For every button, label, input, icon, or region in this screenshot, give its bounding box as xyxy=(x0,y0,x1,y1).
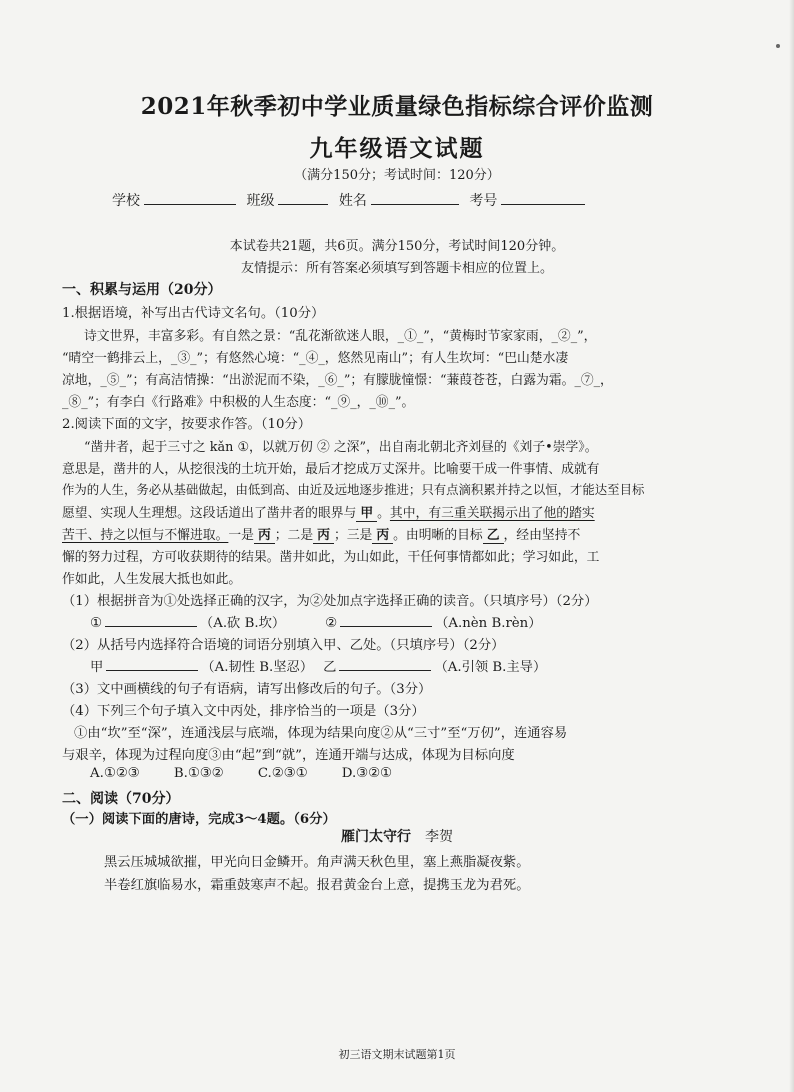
section2-sub1: （一）阅读下面的唐诗，完成3～4题。（6分） xyxy=(62,812,336,827)
school-field[interactable] xyxy=(144,190,236,205)
poem-title-row xyxy=(0,826,794,846)
q2-line2: 意思是，凿井的人，从挖很浅的土坑开始，最后才挖成万丈深井。比喻要干成一件事情、成就有 xyxy=(62,462,600,477)
page-footer: 初三语文期末试题第1页 xyxy=(338,1048,456,1061)
name-field[interactable] xyxy=(371,190,459,205)
option-a[interactable]: A.①②③ xyxy=(90,766,140,781)
blank-bing-1: 丙 xyxy=(254,524,275,544)
q2-sub4-options xyxy=(90,766,392,781)
sub2-opts-a: （A.韧性 B.坚忍） xyxy=(201,660,314,675)
answer-blank-yi[interactable] xyxy=(339,658,431,671)
answer-blank-jia[interactable] xyxy=(106,658,198,671)
scan-dot xyxy=(776,44,780,48)
q2-line5-e: ，经由坚持不 xyxy=(503,528,581,543)
q1-line3: 凉地，_⑤_”；有高洁情操：“出淤泥而不染，_⑥_”；有朦胧憧憬：“蒹葭苍苍，白露为霜。_⑦_， xyxy=(62,373,613,388)
poem-line1: 黑云压城城欲摧，甲光向日金鳞开。角声满天秋色里，塞上燕脂凝夜紫。 xyxy=(104,855,530,870)
option-d[interactable]: D.③②① xyxy=(341,766,392,781)
exam-notice: 本试卷共21题，共6页。满分150分，考试时间120分钟。 xyxy=(229,239,565,254)
poem-author: 李贺 xyxy=(425,829,453,845)
exam-subtitle: 九年级语文试题 xyxy=(309,135,485,162)
blank-yi: 乙 xyxy=(483,524,504,544)
section2-heading: 二、阅读（70分） xyxy=(62,791,180,807)
q2-line4-period: 。 xyxy=(377,506,390,521)
q1-line2: “晴空一鹤排云上，_③_”；有悠然心境：“_④_，悠然见南山”；有人生坎坷：“巴山楚水凄 xyxy=(62,351,569,366)
sub1-opts-b: （A.nèn B.rèn） xyxy=(435,616,542,631)
q2-sub2-answers xyxy=(90,656,546,675)
q2-line5-b: ；二是 xyxy=(274,528,314,543)
blank-bing-2: 丙 xyxy=(313,524,334,544)
sub2-opts-b: （A.引领 B.主导） xyxy=(434,660,547,675)
exam-title: 2021年秋季初中学业质量绿色指标综合评价监测 xyxy=(140,93,654,120)
q2-line4 xyxy=(62,502,595,522)
q2-stem: 2.阅读下面的文字，按要求作答。（10分） xyxy=(62,417,312,432)
name-label: 姓名 xyxy=(338,193,367,209)
q2-underlined-sentence-a: 其中，有三重关联揭示出了他的踏实 xyxy=(389,506,595,521)
class-field[interactable] xyxy=(278,190,328,205)
q2-line5 xyxy=(62,524,580,544)
q2-line1: “凿井者，起于三寸之 kǎn ①，以就万仞 ② 之深”，出自南北朝北齐刘昼的《刘子•崇学》。 xyxy=(84,440,598,455)
sub2-mark-a: 甲 xyxy=(90,660,104,675)
number-label: 考号 xyxy=(469,193,498,209)
q2-line4-text: 愿望、实现人生理想。这段话道出了凿井者的眼界与 xyxy=(62,506,357,521)
q1-stem: 1.根据语境，补写出古代诗文名句。（10分） xyxy=(62,306,325,321)
q2-sub3: （3）文中画横线的句子有语病，请写出修改后的句子。（3分） xyxy=(62,682,432,697)
q1-line4: _⑧_”；有李白《行路难》中积极的人生态度：“_⑨_，_⑩_”。 xyxy=(62,395,415,410)
friendly-tip: 友情提示：所有答案必须填写到答题卡相应的位置上。 xyxy=(240,261,553,276)
sub2-mark-b: 乙 xyxy=(323,660,337,675)
class-label: 班级 xyxy=(246,193,275,209)
number-field[interactable] xyxy=(501,190,585,205)
option-c[interactable]: C.②③① xyxy=(257,766,308,781)
q2-underlined-sentence-b: 苦干、持之以恒与不懈进取。 xyxy=(62,528,229,543)
section1-heading: 一、积累与运用（20分） xyxy=(62,282,222,298)
poem-line2: 半卷红旗临易水，霜重鼓寒声不起。报君黄金台上意，提携玉龙为君死。 xyxy=(104,878,530,893)
q2-line6: 懈的努力过程，方可收获期待的结果。凿井如此，为山如此，干任何事情都如此；学习如此，工 xyxy=(62,550,600,565)
answer-blank-1[interactable] xyxy=(105,614,197,627)
student-info-row xyxy=(112,190,591,210)
q2-line3: 作为的人生，务必从基础做起，由低到高、由近及远地逐步推进；只有点滴积累并持之以恒，才能达至目标 xyxy=(62,482,645,497)
school-label: 学校 xyxy=(112,193,140,209)
q2-line5-d: 。由明晰的目标 xyxy=(393,528,483,543)
option-b[interactable]: B.①③② xyxy=(173,766,224,781)
q2-sub1: （1）根据拼音为①处选择正确的汉字，为②处加点字选择正确的读音。（只填序号）（2分） xyxy=(62,594,598,609)
sub1-mark-a: ① xyxy=(90,616,102,631)
q2-line5-a: 一是 xyxy=(228,528,254,543)
q2-line5-c: ；三是 xyxy=(333,528,373,543)
answer-blank-2[interactable] xyxy=(340,614,432,627)
q1-line1: 诗文世界，丰富多彩。有自然之景：“乱花渐欲迷人眼，_①_”，“黄梅时节家家雨，_②_”， xyxy=(84,329,597,344)
sub1-opts-a: （A.砍 B.坎） xyxy=(199,616,286,631)
exam-meta: （满分150分；考试时间：120分） xyxy=(294,168,500,183)
q2-sub4-line2: 与艰辛，体现为过程向度③由“起”到“就”，连通开端与达成，体现为目标向度 xyxy=(62,748,515,763)
q2-sub1-answers xyxy=(90,612,542,631)
q2-line7: 作如此，人生发展大抵也如此。 xyxy=(62,572,242,587)
q2-sub2: （2）从括号内选择符合语境的词语分别填入甲、乙处。（只填序号）（2分） xyxy=(62,638,505,653)
q2-sub4: （4）下列三个句子填入文中丙处，排序恰当的一项是（3分） xyxy=(62,704,425,719)
sub1-mark-b: ② xyxy=(325,616,338,631)
poem-title: 雁门太守行 xyxy=(341,829,411,845)
q2-sub4-line1: ①由“坎”至“深”，连通浅层与底端，体现为结果向度②从“三寸”至“万仞”，连通容易 xyxy=(74,726,568,741)
blank-jia: 甲 xyxy=(356,502,377,522)
blank-bing-3: 丙 xyxy=(372,524,393,544)
